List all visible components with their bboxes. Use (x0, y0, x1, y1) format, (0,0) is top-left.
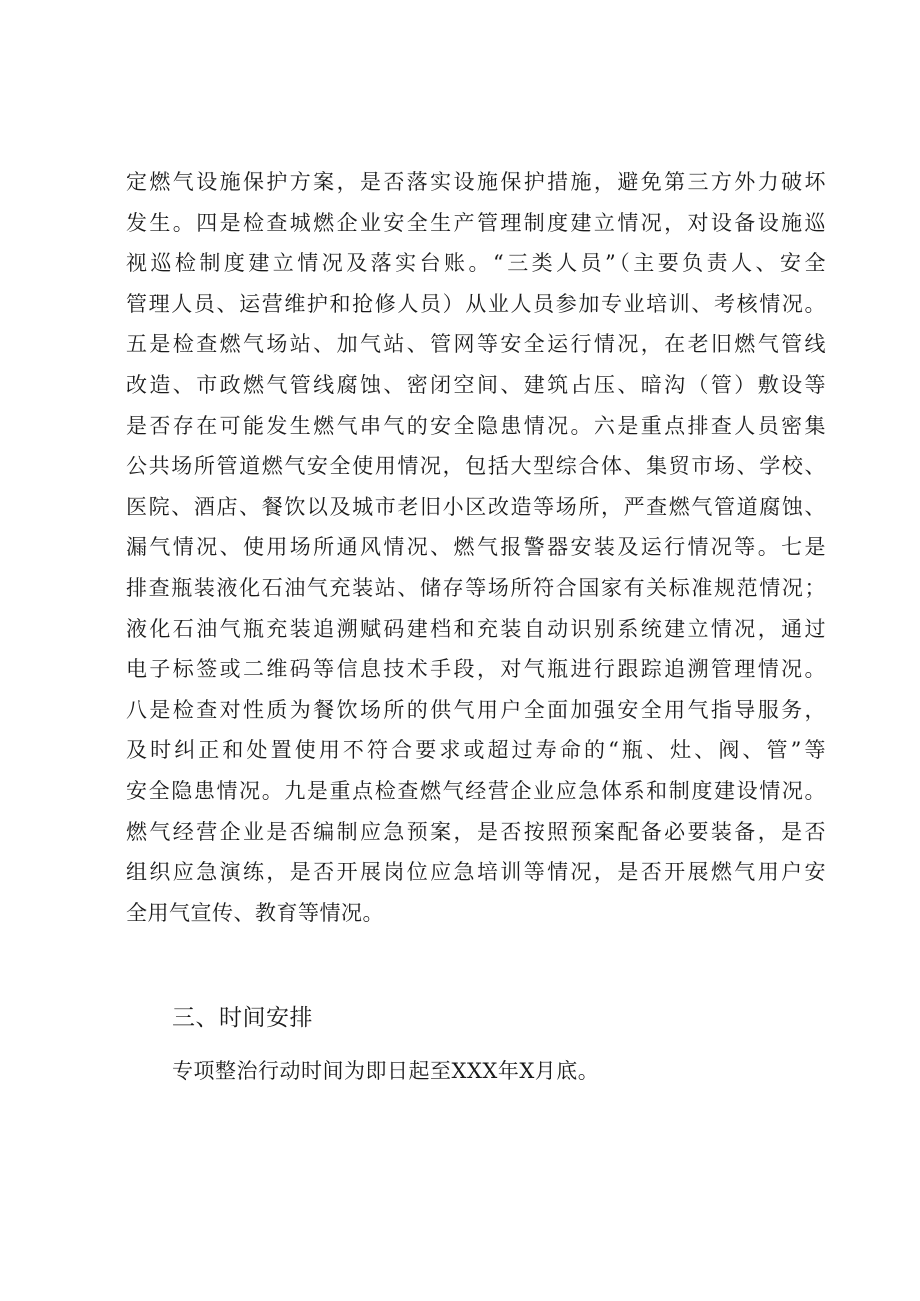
body-line: 发生。四是检查城燃企业安全生产管理制度建立情况，对设备设施巡 (126, 210, 826, 235)
body-line: 五是检查燃气场站、加气站、管网等安全运行情况，在老旧燃气管线 (126, 332, 826, 357)
body-line: 排查瓶装液化石油气充装站、储存等场所符合国家有关标准规范情况； (126, 575, 826, 600)
body-line: 液化石油气瓶充装追溯赋码建档和充装自动识别系统建立情况，通过 (126, 616, 826, 641)
body-line: 安全隐患情况。九是重点检查燃气经营企业应急体系和制度建设情况。 (126, 778, 826, 803)
body-line: 公共场所管道燃气安全使用情况，包括大型综合体、集贸市场、学校、 (126, 454, 826, 479)
body-line: 是否存在可能发生燃气串气的安全隐患情况。六是重点排查人员密集 (126, 413, 826, 438)
body-line: 管理人员、运营维护和抢修人员）从业人员参加专业培训、考核情况。 (126, 291, 826, 316)
body-line: 医院、酒店、餐饮以及城市老旧小区改造等场所，严查燃气管道腐蚀、 (126, 494, 826, 519)
body-line: 全用气宣传、教育等情况。 (126, 900, 384, 925)
body-line: 定燃气设施保护方案，是否落实设施保护措施，避免第三方外力破坏 (126, 170, 826, 194)
body-line: 燃气经营企业是否编制应急预案，是否按照预案配备必要装备，是否 (126, 819, 826, 844)
body-paragraph (126, 162, 826, 933)
section-heading: 三、时间安排 (172, 1005, 313, 1031)
body-line: 电子标签或二维码等信息技术手段，对气瓶进行跟踪追溯管理情况。 (126, 657, 826, 682)
body-line: 八是检查对性质为餐饮场所的供气用户全面加强安全用气指导服务， (126, 697, 826, 722)
body-line: 视巡检制度建立情况及落实台账。“三类人员”（主要负责人、安全 (126, 251, 826, 276)
schedule-paragraph: 专项整治行动时间为即日起至XXX年X月底。 (172, 1059, 600, 1083)
body-line: 漏气情况、使用场所通风情况、燃气报警器安装及运行情况等。七是 (126, 535, 826, 560)
body-line: 改造、市政燃气管线腐蚀、密闭空间、建筑占压、暗沟（管）敷设等 (126, 372, 826, 397)
body-line: 及时纠正和处置使用不符合要求或超过寿命的“瓶、灶、阀、管”等 (126, 738, 826, 763)
body-line: 组织应急演练，是否开展岗位应急培训等情况，是否开展燃气用户安 (126, 860, 826, 885)
